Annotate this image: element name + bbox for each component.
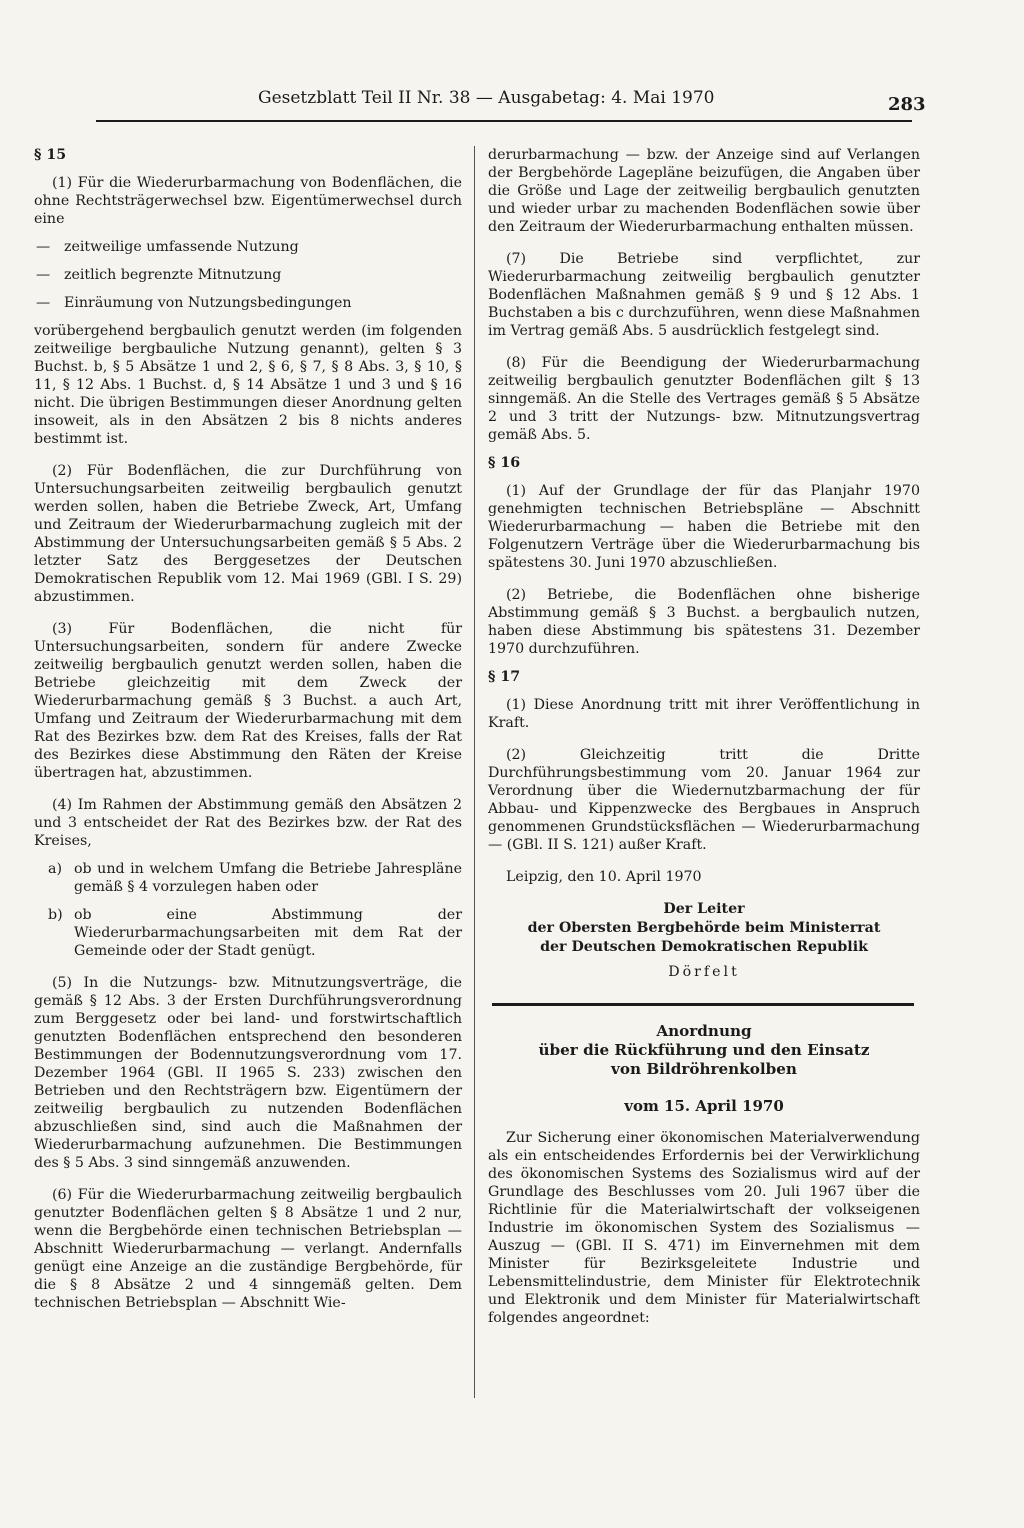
dash-item: — Einräumung von Nutzungsbedingungen (36, 295, 352, 311)
signature-line: der Deutschen Demokratischen Republik (540, 939, 868, 955)
page-header: Gesetzblatt Teil II Nr. 38 — Ausgabetag: 4. Mai 1970 (258, 88, 715, 108)
item-text: ob und in welchem Umfang die Betriebe Jahrespläne gemäß § 4 vorzulegen haben oder (74, 861, 462, 895)
signature-line: der Obersten Bergbehörde beim Ministerrat (527, 920, 881, 936)
s15-para-1-intro: (1) Für die Wiederurbarmachung von Bodenflächen, die ohne Rechtsträgerwechsel bzw. Eigentümerwechsel durch eine (34, 175, 462, 227)
right-column (488, 146, 920, 1327)
dash-item-text: zeitlich begrenzte Mitnutzung (64, 267, 282, 283)
item-text: ob eine Abstimmung der Wiederurbarmachungsarbeiten mit dem Rat der Gemeinde oder der Stadt genügt. (74, 907, 462, 959)
signature-line: Der Leiter (663, 901, 745, 917)
s17-para-2: (2) Gleichzeitig tritt die Dritte Durchführungsbestimmung vom 20. Januar 1964 zur Verordnung über die Wiedernutzbarmachung der für Abbau- und Kippenzwecke des Bergbaues in Anspruch genommenen Grundstücksflächen — Wiederurbarmachung — (GBl. II S. 121) außer Kraft. (488, 747, 920, 853)
decree-title-line: über die Rückführung und den Einsatz (538, 1041, 870, 1059)
header-rule (96, 120, 912, 122)
s17-para-1: (1) Diese Anordnung tritt mit ihrer Veröffentlichung in Kraft. (488, 697, 920, 731)
item-label: a) (48, 861, 62, 877)
signer-name: Dörfelt (668, 964, 740, 980)
lettered-item-b (48, 906, 462, 960)
section-divider-rule (492, 1003, 914, 1006)
section-16-heading: § 16 (488, 455, 521, 471)
s15-para-3: (3) Für Bodenflächen, die nicht für Untersuchungsarbeiten, sondern für andere Zwecke zeitweilig bergbaulich genutzt werden sollen, haben die Betriebe gleichzeitig mit dem Zweck der Wiederurbarmachung gemäß § 3 Buchst. a auch Art, Umfang und Zeitraum der Wiederurbarmachung mit dem Rat des Bezirkes bzw. dem Rat des Kreises, falls der Rat des Bezirkes diese Abstimmung den Räten der Kreise übertragen hat, abzustimmen. (34, 621, 462, 781)
dash-item-text: Einräumung von Nutzungsbedingungen (64, 295, 352, 311)
page-number: 283 (888, 94, 926, 115)
lettered-item-a (48, 860, 462, 896)
decree-title (488, 1022, 920, 1079)
dash-item-text: zeitweilige umfassende Nutzung (64, 239, 299, 255)
item-label: b) (48, 907, 63, 923)
section-15-heading: § 15 (34, 147, 67, 163)
signature-block (488, 900, 920, 957)
s15-para-6-continued: derurbarmachung — bzw. der Anzeige sind auf Verlangen der Bergbehörde Lagepläne beizufügen, die Angaben über die Größe und Lage der zeitweilig bergbaulich genutzten und wieder urbar zu machenden Bodenflächen sowie über den Zeitraum der Wiederurbarmachung enthalten müssen. (488, 147, 920, 235)
s15-para-8: (8) Für die Beendigung der Wiederurbarmachung zeitweilig bergbaulich genutzter Bodenflächen gilt § 13 sinngemäß. An die Stelle des Vertrages gemäß § 5 Absätze 2 und 3 tritt der Nutzungs- bzw. Mitnutzungsvertrag gemäß Abs. 5. (488, 355, 920, 443)
decree-title-line: von Bildröhrenkolben (611, 1060, 797, 1078)
decree-intro: Zur Sicherung einer ökonomischen Materialverwendung als ein entscheidendes Erfordernis bei der Verwirklichung des ökonomischen Systems des Sozialismus wird auf der Grundlage des Beschlusses vom 20. Juli 1967 über die Richtlinie für die Materialwirtschaft der volkseigenen Industrie im ökonomischen System des Sozialismus — Auszug — (GBl. II S. 471) im Einvernehmen mit dem Minister für Bezirksgeleitete Industrie und Lebensmittelindustrie, dem Minister für Elektrotechnik und Elektronik und dem Minister für Materialwirtschaft folgendes angeordnet: (488, 1130, 920, 1326)
section-17-heading: § 17 (488, 669, 521, 685)
decree-date: vom 15. April 1970 (624, 1097, 784, 1115)
s16-para-2: (2) Betriebe, die Bodenflächen ohne bisherige Abstimmung gemäß § 3 Buchst. a bergbaulich nutzen, haben diese Abstimmung bis spätestens 31. Dezember 1970 durchzuführen. (488, 587, 920, 657)
left-column (34, 146, 462, 1312)
s15-para-6: (6) Für die Wiederurbarmachung zeitweilig bergbaulich genutzter Bodenflächen gelten § 8 Absätze 1 und 2 nur, wenn die Bergbehörde einen technischen Betriebsplan — Abschnitt Wiederurbarmachung — verlangt. Andernfalls genügt eine Anzeige an die zuständige Bergbehörde, für die § 8 Absätze 2 und 4 sinngemäß gelten. Dem technischen Betriebsplan — Abschnitt Wie- (34, 1187, 462, 1311)
decree-title-line: Anordnung (656, 1022, 752, 1040)
s16-para-1: (1) Auf der Grundlage der für das Planjahr 1970 genehmigten technischen Betriebspläne — Abschnitt Wiederurbarmachung — haben die Betriebe mit den Folgenutzern Verträge über die Wiederurbarmachung bis spätestens 30. Juni 1970 abzuschließen. (488, 483, 920, 571)
s15-para-2: (2) Für Bodenflächen, die zur Durchführung von Untersuchungsarbeiten zeitweilig bergbaulich genutzt werden sollen, haben die Betriebe Zweck, Art, Umfang und Zeitraum der Wiederurbarmachung zugleich mit der Abstimmung der Untersuchungsarbeiten gemäß § 5 Abs. 2 letzter Satz des Berggesetzes der Deutschen Demokratischen Republik vom 12. Mai 1969 (GBl. I S. 29) abzustimmen. (34, 463, 462, 605)
s15-para-7: (7) Die Betriebe sind verpflichtet, zur Wiederurbarmachung zeitweilig bergbaulich genutzter Bodenflächen Maßnahmen gemäß § 9 und § 12 Abs. 1 Buchstaben a bis c durchzuführen, wenn diese Maßnahmen im Vertrag gemäß Abs. 5 ausdrücklich festgelegt sind. (488, 251, 920, 339)
s15-para-1-rest: vorübergehend bergbaulich genutzt werden (im folgenden zeitweilige bergbauliche Nutzung genannt), gelten § 3 Buchst. b, § 5 Absätze 1 und 2, § 6, § 7, § 8 Abs. 3, § 10, § 11, § 12 Abs. 1 Buchst. d, § 14 Absätze 1 und 3 und § 16 nicht. Die übrigen Bestimmungen dieser Anordnung gelten insoweit, als in den Absätzen 2 bis 8 nichts anderes bestimmt ist. (34, 323, 462, 447)
column-divider (474, 146, 475, 1398)
s15-para-5: (5) In die Nutzungs- bzw. Mitnutzungsverträge, die gemäß § 12 Abs. 3 der Ersten Durchführungsverordnung zum Berggesetz oder bei land- und forstwirtschaftlich genutzten Bodenflächen entsprechend den besonderen Bestimmungen der Bodennutzungsverordnung vom 17. Dezember 1964 (GBl. II 1965 S. 233) zwischen den Betrieben und den Rechtsträgern bzw. Eigentümern der zeitweilig bergbaulich zu nutzenden Bodenflächen abzuschließen sind, sind auch die Maßnahmen der Wiederurbarmachung aufzunehmen. Die Bestimmungen des § 5 Abs. 3 sind sinngemäß anzuwenden. (34, 975, 462, 1171)
s15-para-4-intro: (4) Im Rahmen der Abstimmung gemäß den Absätzen 2 und 3 entscheidet der Rat des Bezirkes bzw. der Rat des Kreises, (34, 797, 462, 849)
dash-item: — zeitweilige umfassende Nutzung (36, 239, 299, 255)
place-date: Leipzig, den 10. April 1970 (506, 869, 702, 885)
dash-item: — zeitlich begrenzte Mitnutzung (36, 267, 282, 283)
